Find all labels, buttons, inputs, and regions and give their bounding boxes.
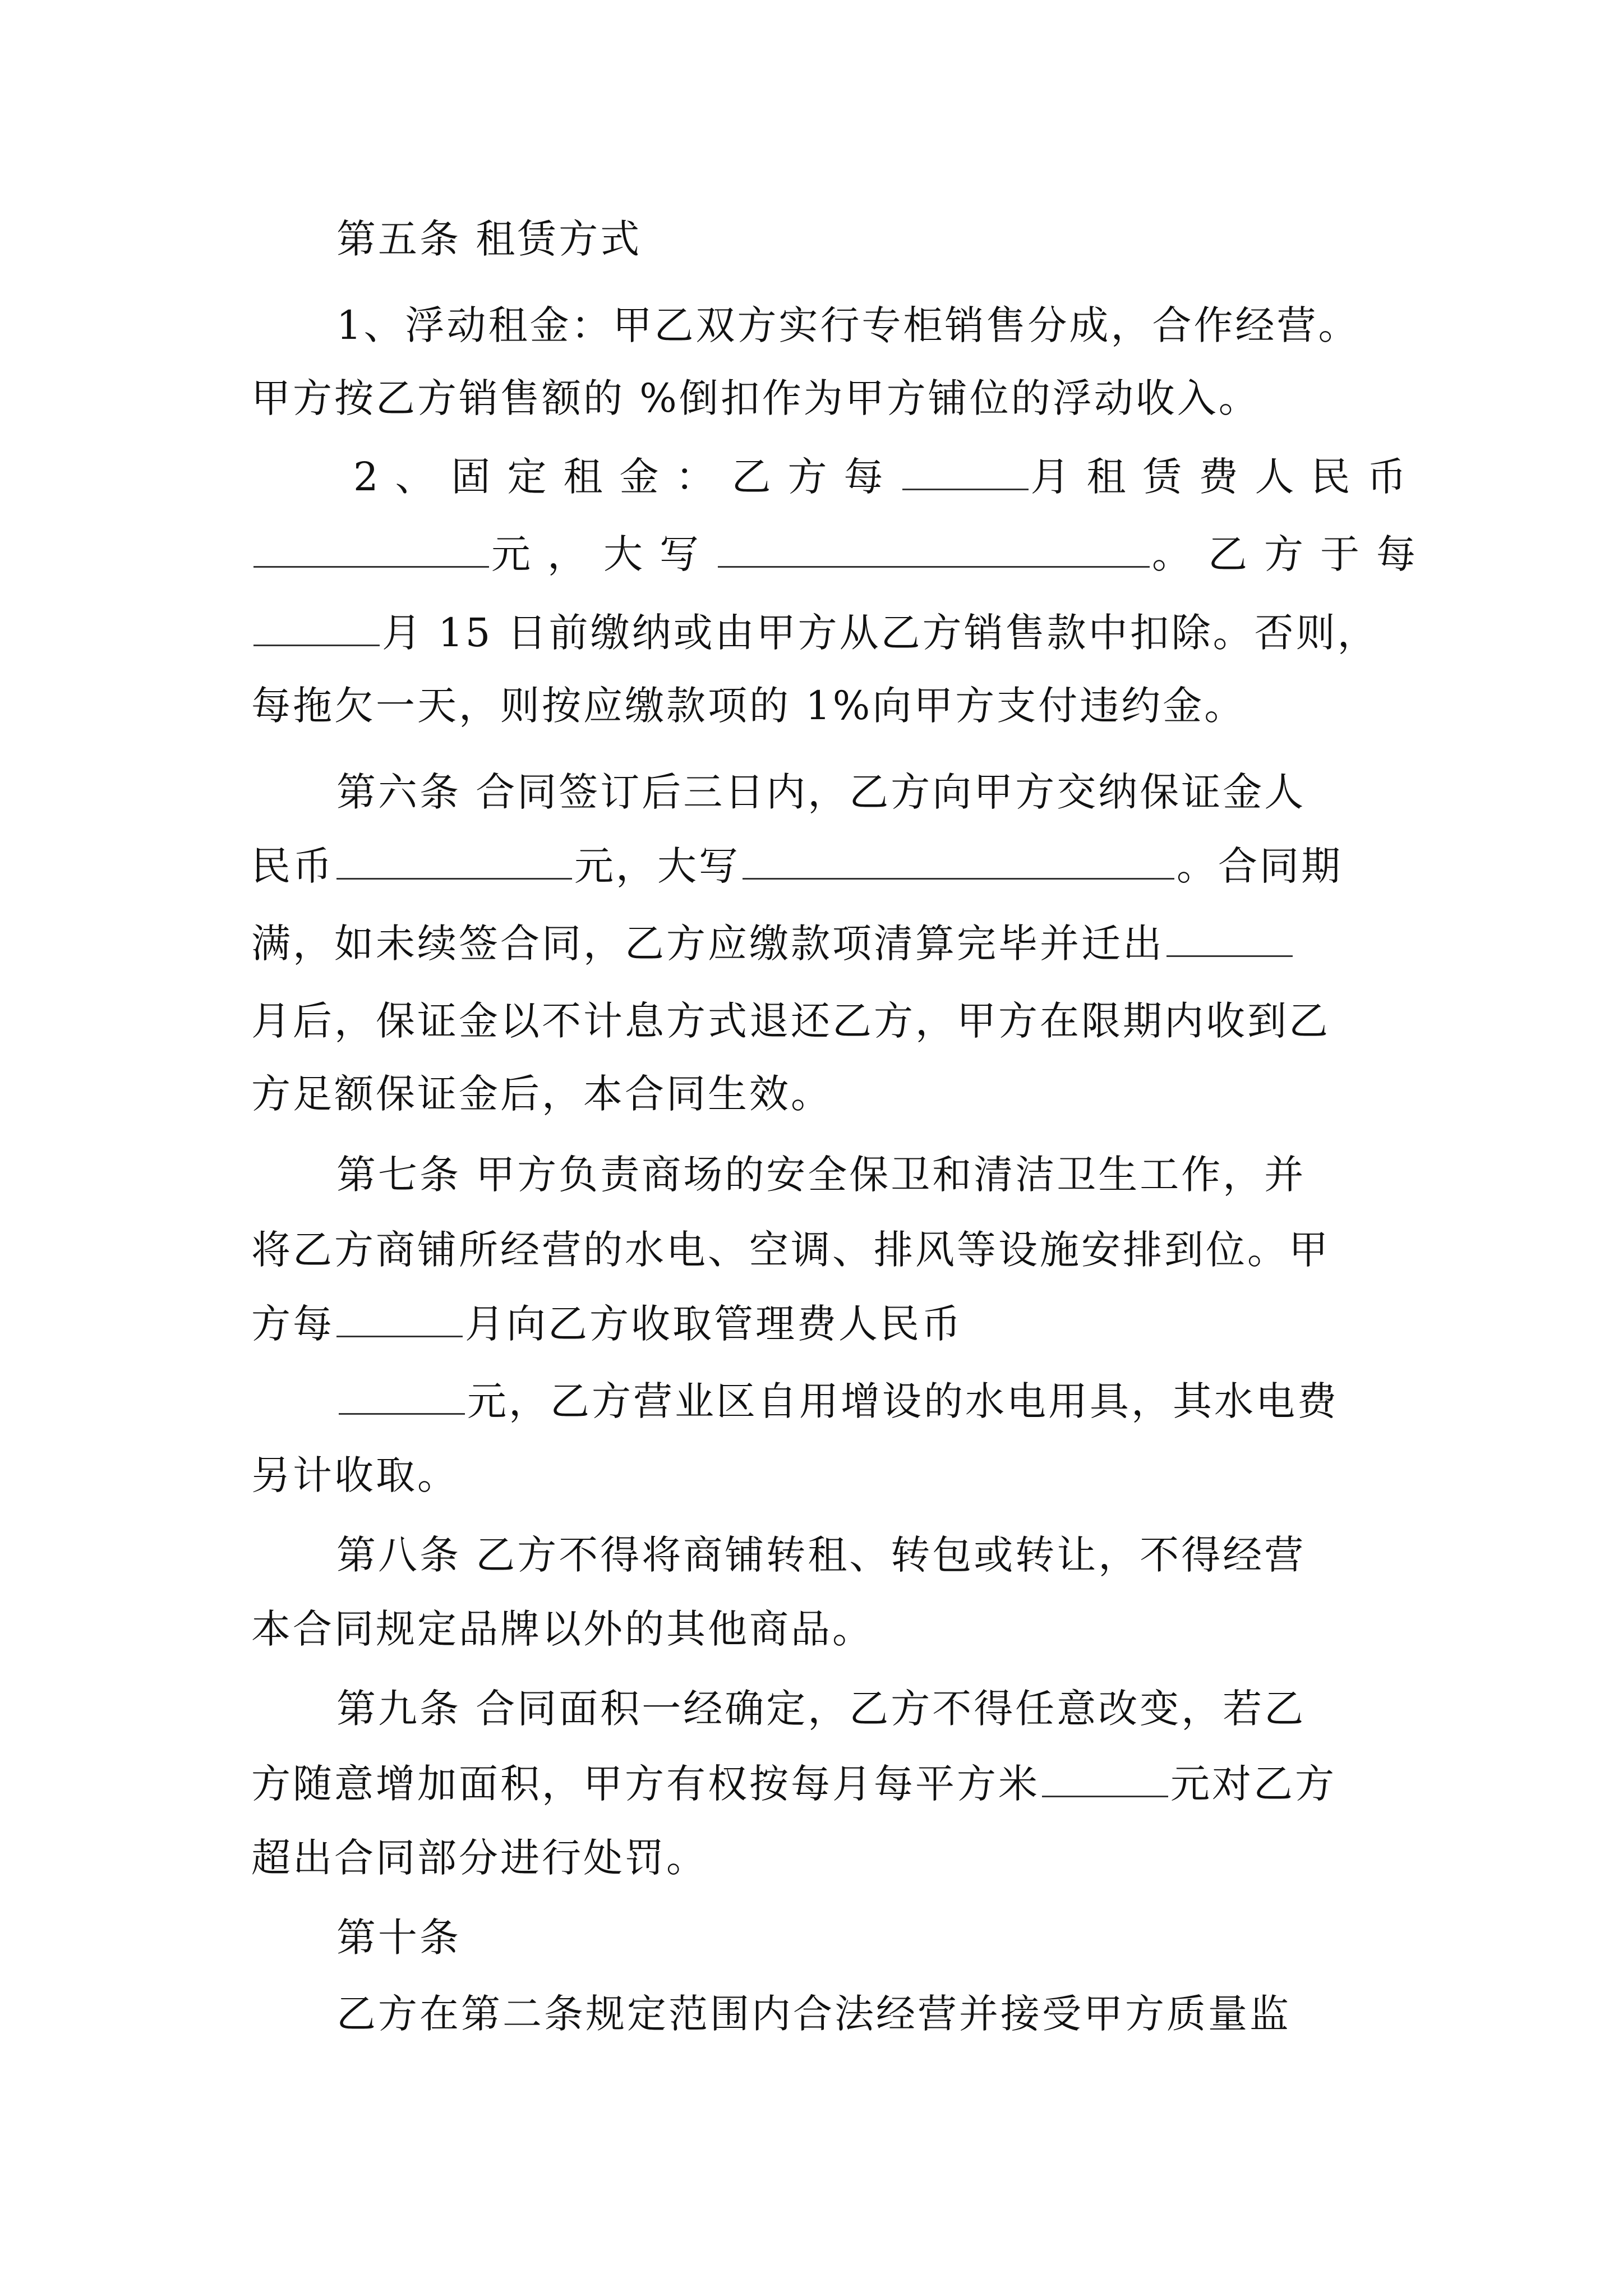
article-7-text-3b: 月向乙方收取管理费人民币 — [465, 1301, 963, 1347]
article-5-title — [336, 211, 642, 267]
blank-field — [1042, 1756, 1168, 1797]
article-6-line-5 — [251, 1066, 832, 1122]
article-7-text-5: 另计收取。 — [251, 1452, 459, 1498]
article-5-para-2-text-2a: 元，大写 — [491, 531, 716, 577]
article-5-title-text: 第五条 租赁方式 — [336, 216, 642, 262]
blank-field — [253, 527, 489, 568]
article-9-line-2 — [251, 1756, 1336, 1812]
article-9-text-2a: 方随意增加面积，甲方有权按每月每平方米 — [251, 1761, 1040, 1807]
article-7-text-2: 将乙方商铺所经营的水电、空调、排风等设施安排到位。甲 — [251, 1227, 1330, 1273]
article-6-text-5: 方足额保证金后，本合同生效。 — [251, 1071, 832, 1117]
article-9-text-3: 超出合同部分进行处罚。 — [251, 1835, 708, 1881]
article-7-line-4 — [336, 1373, 1339, 1429]
article-6-text-3: 满，如未续签合同，乙方应缴款项清算完毕并迁出 — [251, 921, 1164, 967]
blank-field — [336, 1296, 463, 1337]
article-7-line-5 — [251, 1447, 459, 1503]
article-9-text-2b: 元对乙方 — [1170, 1761, 1336, 1807]
article-6-line-3 — [251, 915, 1295, 972]
article-5-para-1-text-1: 1、浮动租金：甲乙双方实行专柜销售分成，合作经营。 — [336, 302, 1360, 348]
article-10-text-1: 乙方在第二条规定范围内合法经营并接受甲方质量监 — [336, 1991, 1291, 2037]
article-7-line-2 — [251, 1222, 1330, 1278]
article-7-text-1: 第七条 甲方负责商场的安全保卫和清洁卫生工作，并 — [336, 1152, 1306, 1198]
article-5-para-1-text-2: 甲方按乙方销售额的 %倒扣作为甲方铺位的浮动收入。 — [251, 375, 1260, 421]
article-7-text-4: 元，乙方营业区自用增设的水电用具，其水电费 — [467, 1378, 1339, 1424]
article-5-para-1-line-2 — [251, 370, 1260, 426]
article-5-para-1-line-1 — [336, 297, 1360, 353]
article-9-text-1: 第九条 合同面积一经确定，乙方不得任意改变，若乙 — [336, 1686, 1306, 1732]
blank-field — [902, 449, 1029, 490]
article-5-para-2-text-2b: 。乙方于每 — [1152, 531, 1432, 577]
article-7-text-3a: 方每 — [251, 1301, 334, 1347]
article-6-line-2 — [251, 838, 1343, 894]
article-6-text-4: 月后，保证金以不计息方式退还乙方，甲方在限期内收到乙 — [251, 998, 1330, 1044]
article-8-text-2: 本合同规定品牌以外的其他商品。 — [251, 1606, 874, 1652]
article-9-line-1 — [336, 1681, 1306, 1737]
article-5-para-2-line-1 — [353, 449, 1423, 505]
article-6-line-1 — [336, 764, 1306, 820]
blank-field — [718, 527, 1150, 568]
article-6-text-2b: 元，大写 — [574, 843, 740, 889]
blank-field — [339, 1374, 465, 1415]
article-6-text-2c: 。合同期 — [1177, 843, 1343, 889]
article-6-line-4 — [251, 993, 1330, 1049]
article-8-line-2 — [251, 1601, 874, 1657]
article-5-para-2-text-3: 月 15 日前缴纳或由甲方从乙方销售款中扣除。否则， — [382, 610, 1379, 656]
article-10-line-1 — [336, 1986, 1291, 2042]
article-5-para-2-text-4: 每拖欠一天，则按应缴款项的 1%向甲方支付违约金。 — [251, 683, 1246, 729]
article-8-text-1: 第八条 乙方不得将商铺转租、转包或转让，不得经营 — [336, 1532, 1306, 1578]
article-5-para-2-text-1a: 2、固定租金：乙方每 — [353, 454, 900, 500]
article-7-line-1 — [336, 1147, 1306, 1203]
article-5-para-2-text-1b: 月租赁费人民币 — [1030, 454, 1423, 500]
article-7-line-3 — [251, 1296, 963, 1352]
article-5-para-2-line-3 — [251, 605, 1379, 661]
article-10-title-text: 第十条 — [336, 1915, 461, 1961]
article-10-title — [336, 1910, 461, 1966]
article-5-para-2-line-2 — [251, 526, 1432, 582]
blank-field — [743, 839, 1174, 880]
article-6-text-2a: 民币 — [251, 843, 334, 889]
blank-field — [336, 839, 572, 880]
blank-field — [1166, 916, 1293, 957]
article-8-line-1 — [336, 1527, 1306, 1583]
article-9-line-3 — [251, 1830, 708, 1886]
article-5-para-2-line-4 — [251, 678, 1246, 734]
article-6-text-1: 第六条 合同签订后三日内，乙方向甲方交纳保证金人 — [336, 769, 1306, 815]
blank-field — [253, 605, 380, 646]
